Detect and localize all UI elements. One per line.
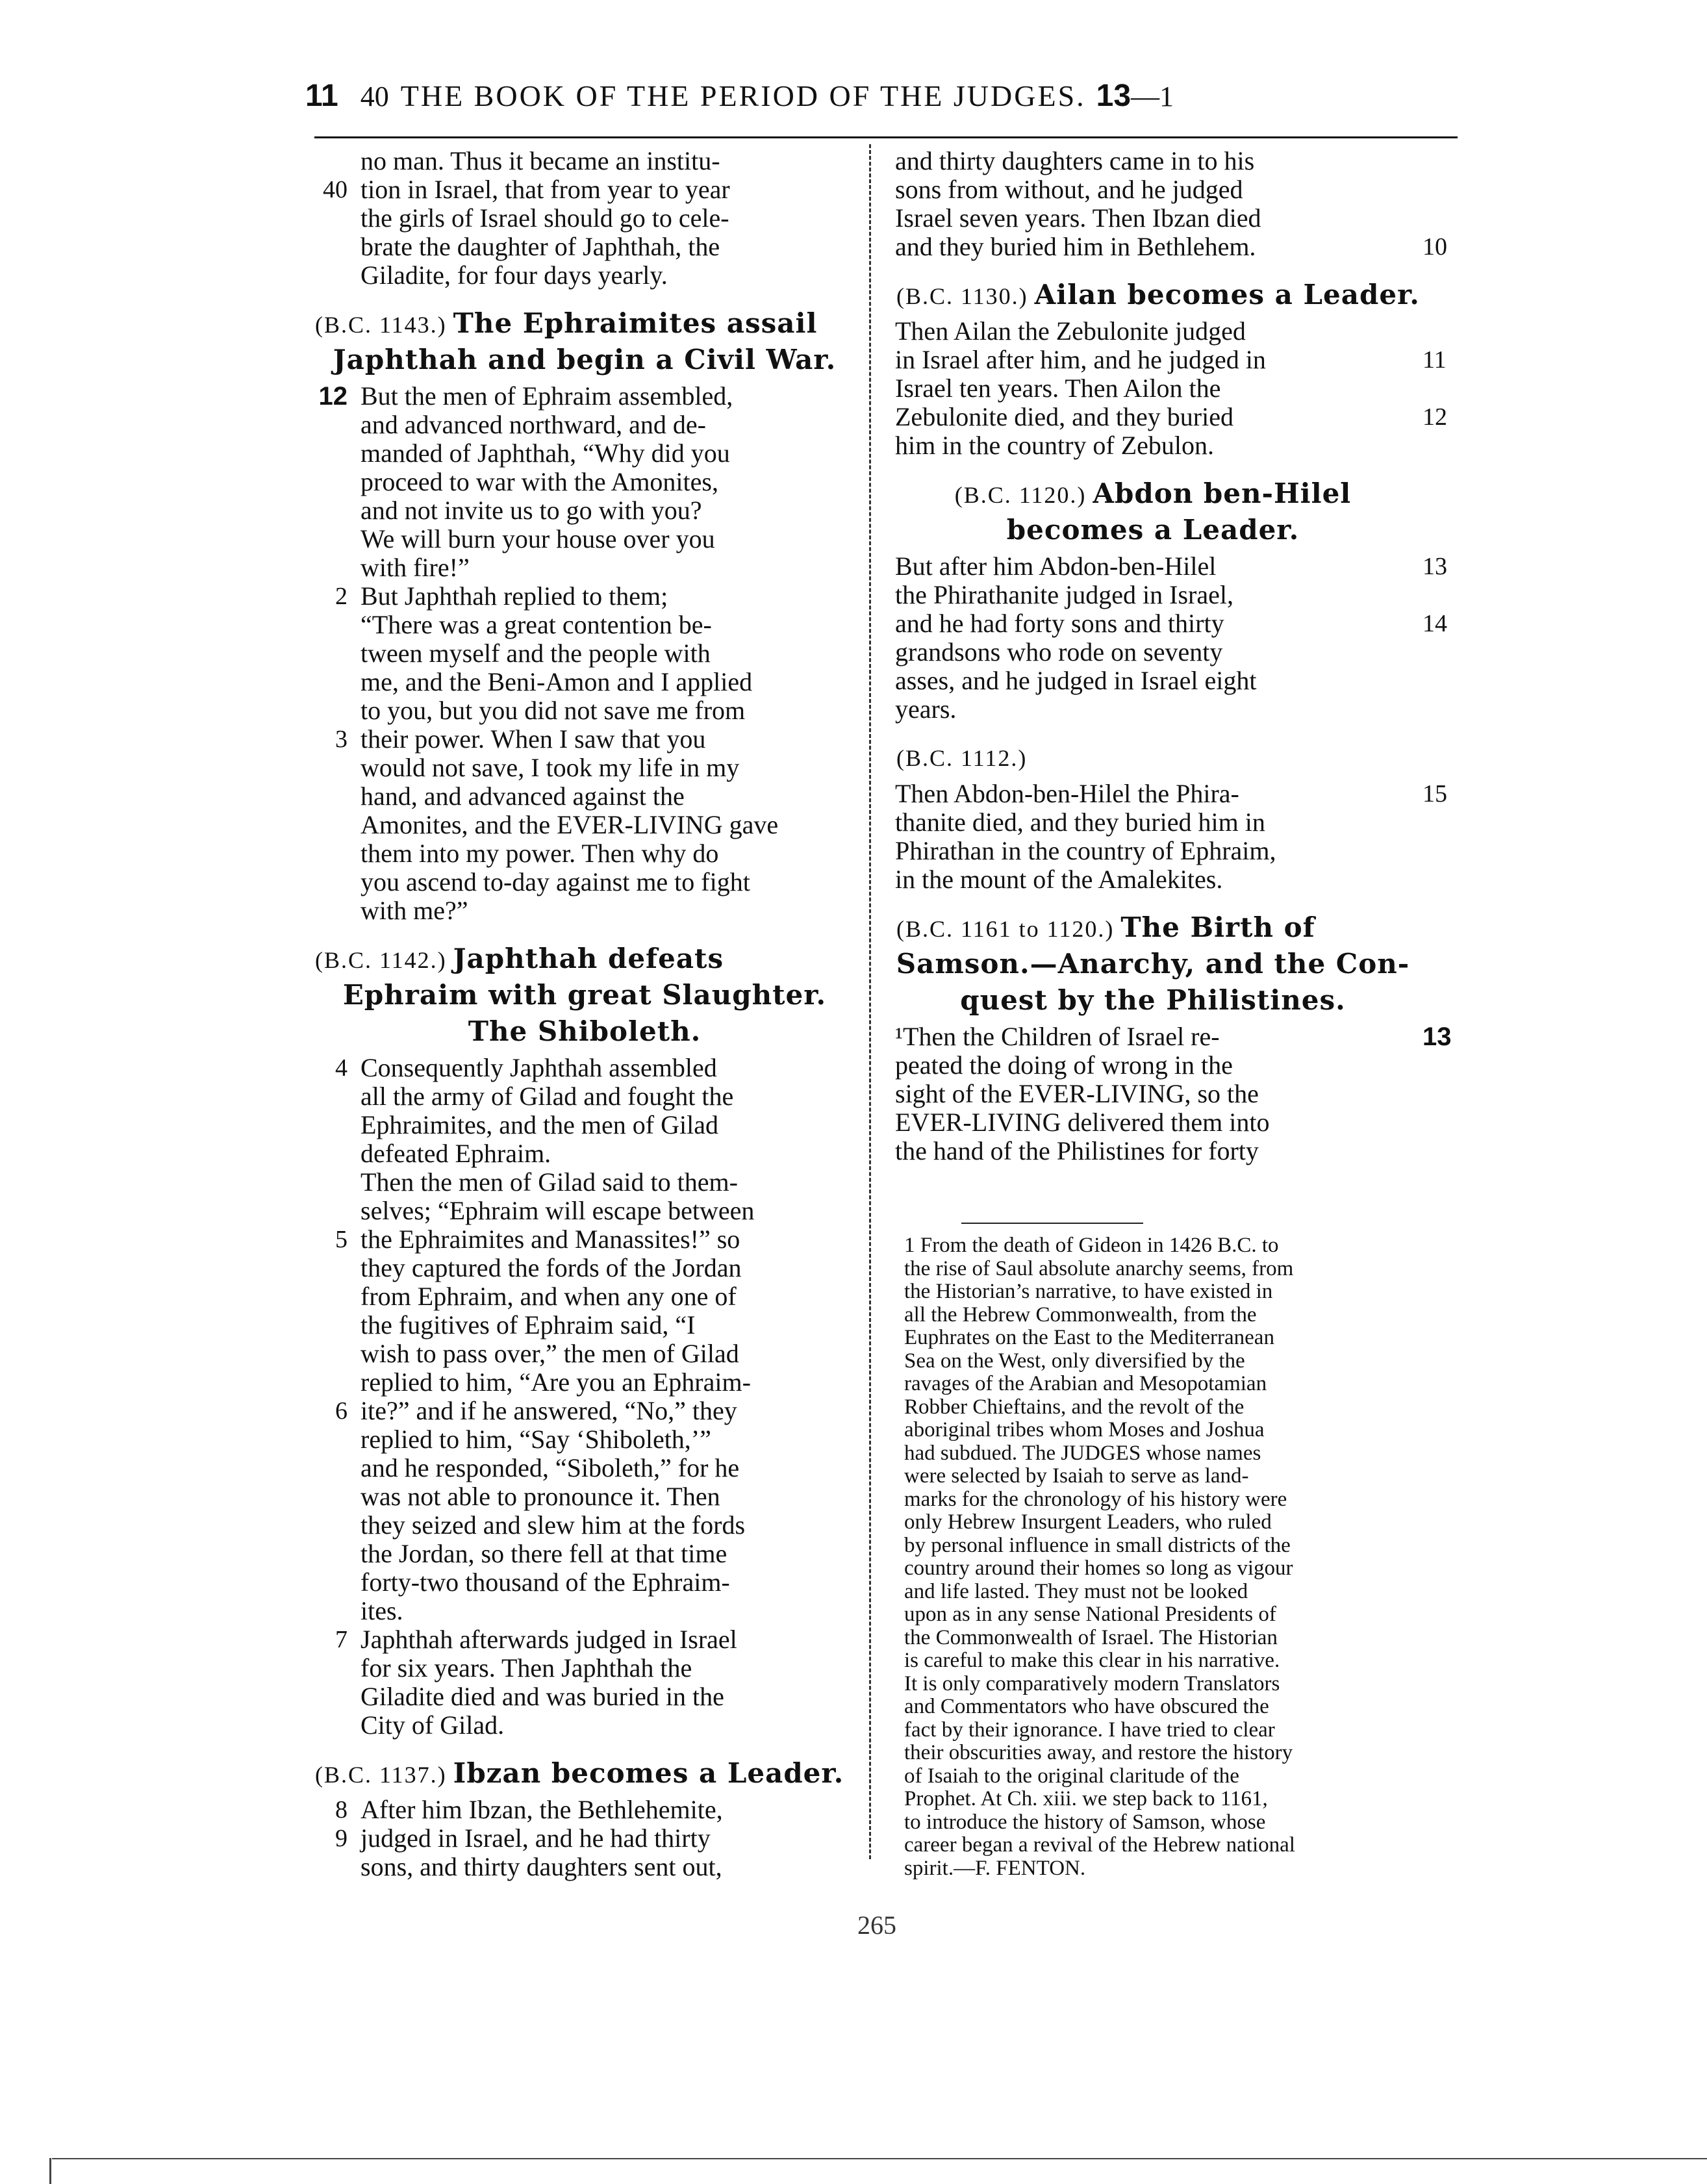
text-line bbox=[309, 1282, 861, 1311]
text-line bbox=[890, 147, 1461, 175]
text-line bbox=[309, 468, 861, 496]
text-line bbox=[309, 525, 861, 553]
verse-number: 15 bbox=[1422, 780, 1447, 807]
line-text: wish to pass over,” the men of Gilad bbox=[360, 1339, 739, 1368]
footnote-line: Robber Chieftains, and the revolt of the bbox=[904, 1395, 1245, 1419]
line-text: But Japhthah replied to them; bbox=[360, 581, 668, 611]
line-text: you ascend to-day against me to fight bbox=[360, 867, 750, 896]
line-text: they captured the fords of the Jordan bbox=[360, 1253, 742, 1282]
footnote-line: upon as in any sense National Presidents of bbox=[904, 1603, 1276, 1626]
verse-number: 8 bbox=[335, 1796, 348, 1823]
heading-title-cont: Ephraim with great Slaughter. bbox=[342, 979, 827, 1011]
text-line bbox=[890, 865, 1461, 894]
header-chapter-left: 11 bbox=[305, 79, 338, 113]
line-text: thanite died, and they buried him in bbox=[895, 807, 1265, 837]
verse-number: 9 bbox=[335, 1825, 348, 1852]
text-line bbox=[309, 1711, 861, 1740]
line-text: EVER-LIVING delivered them into bbox=[895, 1108, 1270, 1137]
footnote-line: all the Hebrew Commonwealth, from the bbox=[904, 1302, 1257, 1327]
verse-number: 11 bbox=[1422, 346, 1447, 374]
footnote-line: career began a revival of the Hebrew national bbox=[904, 1833, 1295, 1857]
line-text: proceed to war with the Amonites, bbox=[360, 467, 718, 496]
heading-date: (B.C. 1142.) bbox=[315, 947, 447, 973]
text-line bbox=[309, 1225, 861, 1254]
heading-title: Ailan becomes a Leader. bbox=[1034, 279, 1420, 311]
text-line bbox=[309, 382, 861, 411]
line-text: judged in Israel, and he had thirty bbox=[360, 1823, 711, 1853]
verse-number: 4 bbox=[335, 1054, 348, 1082]
text-line bbox=[309, 868, 861, 896]
text-line bbox=[309, 725, 861, 754]
heading-title-cont: Japhthah and begin a Civil War. bbox=[333, 344, 837, 375]
line-text: brate the daughter of Japhthah, the bbox=[360, 232, 720, 261]
line-text: ¹Then the Children of Israel re- bbox=[895, 1022, 1220, 1051]
text-line bbox=[309, 1082, 861, 1111]
line-text: the Ephraimites and Manassites!” so bbox=[360, 1225, 740, 1254]
scan-edge-corner bbox=[49, 2158, 51, 2184]
footnote-line: fact by their ignorance. I have tried to clear bbox=[904, 1718, 1275, 1742]
text-line bbox=[309, 439, 861, 468]
footnote-line: of Isaiah to the original claritude of the bbox=[904, 1764, 1239, 1788]
heading-date: (B.C. 1120.) bbox=[954, 482, 1087, 508]
text-line bbox=[309, 1340, 861, 1368]
header-title: THE BOOK OF THE PERIOD OF THE JUDGES. bbox=[400, 79, 1086, 112]
text-line bbox=[309, 1597, 861, 1625]
footnote-line: the Historian’s narrative, to have existed in bbox=[904, 1280, 1273, 1303]
text-line bbox=[309, 147, 861, 175]
line-text: with me?” bbox=[360, 896, 468, 925]
footnote-line: country around their homes so long as vigour bbox=[904, 1556, 1293, 1580]
text-line bbox=[309, 1654, 861, 1682]
heading-title: The Ephraimites assail bbox=[453, 307, 818, 339]
line-text: the Jordan, so there fell at that time bbox=[360, 1539, 727, 1568]
heading-title: Abdon ben-Hilel bbox=[1093, 477, 1352, 509]
line-text: We will burn your house over you bbox=[360, 524, 715, 553]
line-text: and not invite us to go with you? bbox=[360, 496, 702, 525]
text-line bbox=[309, 811, 861, 839]
text-line bbox=[890, 403, 1461, 431]
line-text: But after him Abdon-ben-Hilel bbox=[895, 552, 1217, 581]
heading-title: The Birth of bbox=[1120, 911, 1315, 943]
heading-date: (B.C. 1137.) bbox=[315, 1762, 447, 1788]
text-line bbox=[890, 808, 1461, 837]
line-text: they seized and slew him at the fords bbox=[360, 1510, 746, 1540]
text-line bbox=[309, 1454, 861, 1482]
left-text-block-1 bbox=[309, 147, 861, 290]
verse-number: 13 bbox=[1422, 1022, 1452, 1051]
text-line bbox=[309, 1425, 861, 1454]
line-text: City of Gilad. bbox=[360, 1710, 505, 1740]
running-header bbox=[305, 78, 1461, 130]
section-heading-abdon-death bbox=[890, 743, 1461, 780]
footnote-line: only Hebrew Insurgent Leaders, who ruled bbox=[904, 1510, 1272, 1534]
line-text: grandsons who rode on seventy bbox=[895, 637, 1223, 667]
footnote-line: aboriginal tribes whom Moses and Joshua bbox=[904, 1418, 1265, 1441]
text-line bbox=[309, 1197, 861, 1225]
text-line bbox=[309, 1853, 861, 1881]
text-line bbox=[890, 552, 1461, 581]
text-line bbox=[309, 1625, 861, 1654]
text-line bbox=[309, 1254, 861, 1282]
line-text: Then Ailan the Zebulonite judged bbox=[895, 316, 1246, 346]
footnote-line: to introduce the history of Samson, whose bbox=[904, 1810, 1266, 1834]
text-line bbox=[890, 667, 1461, 695]
text-line bbox=[309, 839, 861, 868]
line-text: in Israel after him, and he judged in bbox=[895, 345, 1266, 374]
left-text-block-2 bbox=[309, 382, 861, 925]
line-text: asses, and he judged in Israel eight bbox=[895, 666, 1257, 695]
line-text: for six years. Then Japhthah the bbox=[360, 1653, 692, 1682]
header-verse-left: 40 bbox=[360, 81, 389, 112]
text-line bbox=[309, 496, 861, 525]
heading-date: (B.C. 1130.) bbox=[896, 283, 1028, 309]
text-line bbox=[309, 1368, 861, 1397]
line-text: no man. Thus it became an institu- bbox=[360, 146, 720, 175]
section-heading-ailan bbox=[890, 281, 1461, 317]
line-text: Israel seven years. Then Ibzan died bbox=[895, 203, 1261, 233]
line-text: Amonites, and the EVER-LIVING gave bbox=[360, 810, 779, 839]
line-text: After him Ibzan, the Bethlehemite, bbox=[360, 1795, 723, 1824]
header-verse-right: —1 bbox=[1131, 81, 1174, 112]
footnote-line: by personal influence in small districts of the bbox=[904, 1533, 1291, 1557]
verse-number: 2 bbox=[335, 583, 348, 610]
text-line bbox=[309, 639, 861, 668]
text-line bbox=[309, 1482, 861, 1511]
left-text-block-3 bbox=[309, 1054, 861, 1740]
text-line bbox=[309, 1682, 861, 1711]
line-text: with fire!” bbox=[360, 553, 470, 582]
line-text: Giladite died and was buried in the bbox=[360, 1682, 724, 1711]
line-text: Japhthah afterwards judged in Israel bbox=[360, 1625, 737, 1654]
line-text: the girls of Israel should go to cele- bbox=[360, 203, 729, 233]
verse-number: 3 bbox=[335, 726, 348, 753]
text-line bbox=[309, 696, 861, 725]
text-line bbox=[309, 896, 861, 925]
right-text-block-4 bbox=[890, 780, 1461, 894]
right-text-block-2 bbox=[890, 317, 1461, 460]
line-text: in the mount of the Amalekites. bbox=[895, 865, 1223, 894]
text-line bbox=[309, 204, 861, 233]
heading-date: (B.C. 1143.) bbox=[315, 312, 447, 338]
text-line bbox=[309, 1311, 861, 1340]
left-column bbox=[309, 147, 861, 1881]
line-text: Then the men of Gilad said to them- bbox=[360, 1167, 738, 1197]
footnote-line: had subdued. The JUDGES whose names bbox=[904, 1441, 1261, 1465]
line-text: them into my power. Then why do bbox=[360, 839, 719, 868]
section-heading-japhthah-defeats bbox=[309, 945, 861, 1054]
footnote-line: the rise of Saul absolute anarchy seems, from bbox=[904, 1256, 1294, 1280]
line-text: But the men of Ephraim assembled, bbox=[360, 381, 733, 411]
footnote-line: the Commonwealth of Israel. The Historian bbox=[904, 1625, 1278, 1649]
text-line bbox=[309, 582, 861, 611]
line-text: ite?” and if he answered, “No,” they bbox=[360, 1396, 737, 1425]
line-text: “There was a great contention be- bbox=[360, 610, 712, 639]
line-text: ites. bbox=[360, 1596, 403, 1625]
line-text: sons, and thirty daughters sent out, bbox=[360, 1852, 722, 1881]
line-text: selves; “Ephraim will escape between bbox=[360, 1196, 755, 1225]
line-text: and he had forty sons and thirty bbox=[895, 609, 1224, 638]
line-text: me, and the Beni-Amon and I applied bbox=[360, 667, 753, 696]
section-heading-samson bbox=[890, 913, 1461, 1022]
text-line bbox=[309, 411, 861, 439]
text-line bbox=[890, 204, 1461, 233]
section-heading-ephraimites-assail bbox=[309, 309, 861, 382]
text-line bbox=[309, 175, 861, 204]
line-text: hand, and advanced against the bbox=[360, 781, 685, 811]
footnote-rule bbox=[961, 1223, 1143, 1224]
footnote-line: Euphrates on the East to the Mediterranean bbox=[904, 1326, 1274, 1349]
text-line bbox=[309, 233, 861, 261]
line-text: Consequently Japhthah assembled bbox=[360, 1053, 717, 1082]
text-line bbox=[309, 1568, 861, 1597]
text-line bbox=[309, 1397, 861, 1425]
line-text: manded of Japhthah, “Why did you bbox=[360, 438, 730, 468]
text-line bbox=[890, 1051, 1461, 1080]
line-text: their power. When I saw that you bbox=[360, 724, 706, 754]
right-text-block-5 bbox=[890, 1022, 1461, 1165]
line-text: Then Abdon-ben-Hilel the Phira- bbox=[895, 779, 1239, 808]
text-line bbox=[890, 175, 1461, 204]
footnote-line: 1 From the death of Gideon in 1426 B.C. to bbox=[904, 1234, 1279, 1257]
heading-date: (B.C. 1112.) bbox=[896, 745, 1028, 771]
heading-title: Ibzan becomes a Leader. bbox=[453, 1757, 844, 1789]
verse-number: 14 bbox=[1422, 610, 1447, 637]
text-line bbox=[309, 1796, 861, 1824]
left-text-block-4 bbox=[309, 1796, 861, 1881]
scan-edge-rule bbox=[52, 2158, 1707, 2159]
verse-number: 40 bbox=[323, 176, 348, 203]
line-text: Phirathan in the country of Ephraim, bbox=[895, 836, 1276, 865]
verse-number: 12 bbox=[1422, 403, 1447, 431]
line-text: Ephraimites, and the men of Gilad bbox=[360, 1110, 718, 1139]
footnote bbox=[904, 1234, 1456, 1880]
text-line bbox=[890, 374, 1461, 403]
line-text: and they buried him in Bethlehem. bbox=[895, 232, 1256, 261]
text-line bbox=[890, 638, 1461, 667]
text-line bbox=[309, 782, 861, 811]
footnote-line: and Commentators who have obscured the bbox=[904, 1695, 1269, 1718]
footnote-line: is careful to make this clear in his narrative. bbox=[904, 1649, 1280, 1672]
line-text: tion in Israel, that from year to year bbox=[360, 175, 730, 204]
text-line bbox=[890, 431, 1461, 460]
line-text: and thirty daughters came in to his bbox=[895, 146, 1255, 175]
heading-title-cont: Samson.—Anarchy, and the Con- bbox=[896, 948, 1410, 980]
text-line bbox=[309, 1054, 861, 1082]
text-line bbox=[309, 1168, 861, 1197]
column-divider bbox=[869, 144, 871, 1859]
line-text: from Ephraim, and when any one of bbox=[360, 1282, 737, 1311]
text-line bbox=[890, 1137, 1461, 1165]
line-text: years. bbox=[895, 694, 957, 724]
section-heading-abdon bbox=[890, 479, 1461, 552]
text-line bbox=[890, 317, 1461, 346]
line-text: sons from without, and he judged bbox=[895, 175, 1243, 204]
text-line bbox=[890, 233, 1461, 261]
right-column bbox=[890, 147, 1461, 1165]
text-line bbox=[309, 1824, 861, 1853]
text-line bbox=[309, 754, 861, 782]
verse-number: 10 bbox=[1422, 233, 1447, 260]
line-text: defeated Ephraim. bbox=[360, 1139, 551, 1168]
heading-subtitle: The Shiboleth. bbox=[468, 1015, 702, 1047]
footnote-line: Sea on the West, only diversified by the bbox=[904, 1349, 1245, 1373]
text-line bbox=[890, 695, 1461, 724]
heading-date: (B.C. 1161 to 1120.) bbox=[896, 916, 1115, 942]
line-text: replied to him, “Say ‘Shiboleth,’” bbox=[360, 1425, 711, 1454]
line-text: tween myself and the people with bbox=[360, 639, 711, 668]
verse-number: 13 bbox=[1422, 553, 1447, 580]
page-number: 265 bbox=[857, 1911, 896, 1940]
header-rule bbox=[314, 136, 1458, 138]
line-text: Zebulonite died, and they buried bbox=[895, 402, 1233, 431]
verse-number: 5 bbox=[335, 1226, 348, 1253]
text-line bbox=[890, 780, 1461, 808]
footnote-line: and life lasted. They must not be looked bbox=[904, 1579, 1248, 1603]
footnote-line: ravages of the Arabian and Mesopotamian bbox=[904, 1372, 1267, 1395]
text-line bbox=[309, 1540, 861, 1568]
line-text: the Phirathanite judged in Israel, bbox=[895, 580, 1233, 609]
line-text: replied to him, “Are you an Ephraim- bbox=[360, 1367, 751, 1397]
line-text: him in the country of Zebulon. bbox=[895, 431, 1215, 460]
line-text: peated the doing of wrong in the bbox=[895, 1050, 1233, 1080]
line-text: forty-two thousand of the Ephraim- bbox=[360, 1568, 730, 1597]
footnote-line: It is only comparatively modern Translators bbox=[904, 1671, 1280, 1695]
text-line bbox=[890, 1022, 1461, 1051]
verse-number: 6 bbox=[335, 1397, 348, 1425]
heading-title-cont-2: quest by the Philistines. bbox=[960, 984, 1346, 1016]
footnote-line: spirit.—F. FENTON. bbox=[904, 1856, 1086, 1880]
text-line bbox=[309, 1111, 861, 1139]
footnote-line: marks for the chronology of his history were bbox=[904, 1487, 1287, 1511]
line-text: Giladite, for four days yearly. bbox=[360, 260, 668, 290]
line-text: was not able to pronounce it. Then bbox=[360, 1482, 720, 1511]
text-line bbox=[309, 1139, 861, 1168]
footnote-line: Prophet. At Ch. xiii. we step back to 1161, bbox=[904, 1787, 1268, 1810]
text-line bbox=[890, 1080, 1461, 1108]
text-line bbox=[890, 346, 1461, 374]
line-text: would not save, I took my life in my bbox=[360, 753, 740, 782]
text-line bbox=[309, 553, 861, 582]
line-text: the hand of the Philistines for forty bbox=[895, 1136, 1259, 1165]
line-text: the fugitives of Ephraim said, “I bbox=[360, 1310, 696, 1340]
text-line bbox=[309, 611, 861, 639]
line-text: and he responded, “Siboleth,” for he bbox=[360, 1453, 740, 1482]
text-line bbox=[890, 1108, 1461, 1137]
line-text: and advanced northward, and de- bbox=[360, 410, 706, 439]
right-text-block-3 bbox=[890, 552, 1461, 724]
header-chapter-right: 13 bbox=[1096, 79, 1132, 113]
right-text-block-1 bbox=[890, 147, 1461, 261]
text-line bbox=[309, 668, 861, 696]
section-heading-ibzan bbox=[309, 1759, 861, 1796]
verse-number: 12 bbox=[318, 382, 348, 411]
text-line bbox=[890, 609, 1461, 638]
text-line bbox=[309, 261, 861, 290]
line-text: to you, but you did not save me from bbox=[360, 696, 746, 725]
line-text: sight of the EVER-LIVING, so the bbox=[895, 1079, 1259, 1108]
line-text: Israel ten years. Then Ailon the bbox=[895, 374, 1221, 403]
text-line bbox=[890, 581, 1461, 609]
text-line bbox=[309, 1511, 861, 1540]
footnote-line: their obscurities away, and restore the history bbox=[904, 1741, 1293, 1764]
verse-number: 7 bbox=[335, 1626, 348, 1653]
footnote-line: were selected by Isaiah to serve as land- bbox=[904, 1464, 1249, 1488]
heading-title-cont: becomes a Leader. bbox=[1006, 514, 1300, 546]
text-line bbox=[890, 837, 1461, 865]
line-text: all the army of Gilad and fought the bbox=[360, 1082, 734, 1111]
heading-title: Japhthah defeats bbox=[453, 943, 724, 974]
